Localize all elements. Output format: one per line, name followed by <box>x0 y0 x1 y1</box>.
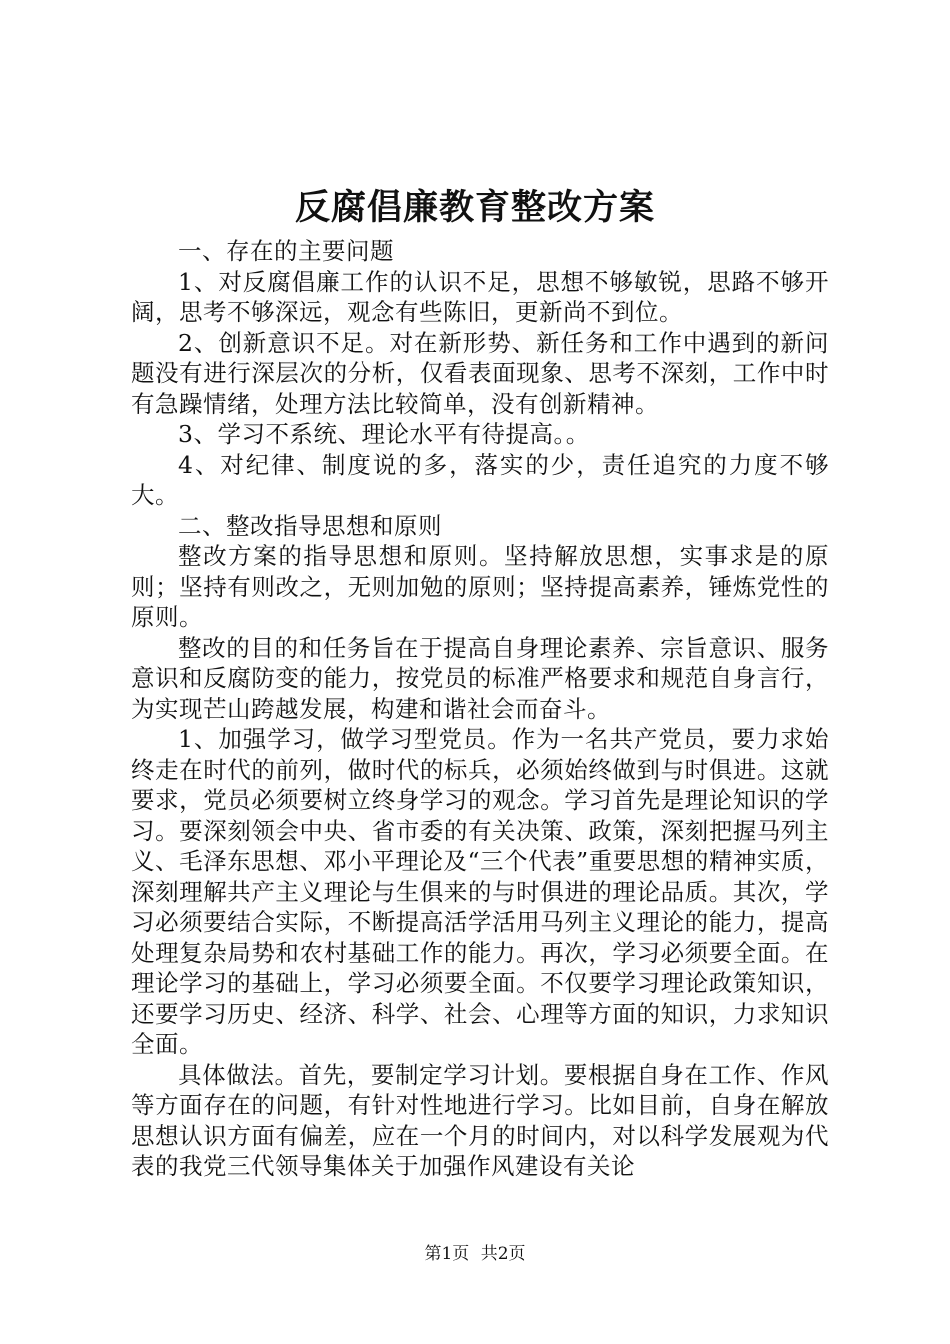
paragraph: 整改方案的指导思想和原则。坚持解放思想，实事求是的原则；坚持有则改之，无则加勉的原则；坚持提高素养，锤炼党性的原则。 <box>131 542 829 631</box>
paragraph: 具体做法。首先，要制定学习计划。要根据自身在工作、作风等方面存在的问题，有针对性地进行学习。比如目前，自身在解放思想认识方面有偏差，应在一个月的时间内，对以科学发展观为代表的我党三代领导集体关于加强作风建设有关论 <box>131 1060 829 1180</box>
section-heading-problems: 一、存在的主要问题 <box>178 237 394 265</box>
document-body <box>131 236 829 1182</box>
document-title: 反腐倡廉教育整改方案 <box>294 187 655 228</box>
section-heading-principles: 二、整改指导思想和原则 <box>178 511 442 540</box>
paragraph: 4、对纪律、制度说的多，落实的少，责任追究的力度不够大。 <box>131 450 829 509</box>
paragraph: 2、创新意识不足。对在新形势、新任务和工作中遇到的新问题没有进行深层次的分析，仅看表面现象、思考不深刻，工作中时有急躁情绪，处理方法比较简单，没有创新精神。 <box>131 328 829 418</box>
page-total: 共2页 <box>480 1244 526 1264</box>
page-footer <box>0 1243 950 1265</box>
paragraph: 3、学习不系统、理论水平有待提高。。 <box>178 420 590 448</box>
page-number: 第1页 <box>424 1244 470 1264</box>
paragraph: 1、对反腐倡廉工作的认识不足，思想不够敏锐，思路不够开阔，思考不够深远，观念有些陈旧，更新尚不到位。 <box>131 267 829 326</box>
paragraph: 整改的目的和任务旨在于提高自身理论素养、宗旨意识、服务意识和反腐防变的能力，按党员的标准严格要求和规范自身言行，为实现芒山跨越发展，构建和谐社会而奋斗。 <box>131 633 829 723</box>
paragraph: 1、加强学习，做学习型党员。作为一名共产党员，要力求始终走在时代的前列，做时代的标兵，必须始终做到与时俱进。这就要求，党员必须要树立终身学习的观念。学习首先是理论知识的学习。要深刻领会中央、省市委的有关决策、政策，深刻把握马列主义、毛泽东思想、邓小平理论及“三个代表”重要思想的精神实质，深刻理解共产主义理论与生俱来的与时俱进的理论品质。其次，学习必须要结合实际，不断提高活学活用马列主义理论的能力，提高处理复杂局势和农村基础工作的能力。再次，学习必须要全面。在理论学习的基础上，学习必须要全面。不仅要学习理论政策知识，还要学习历史、经济、科学、社会、心理等方面的知识，力求知识全面。 <box>131 725 829 1058</box>
